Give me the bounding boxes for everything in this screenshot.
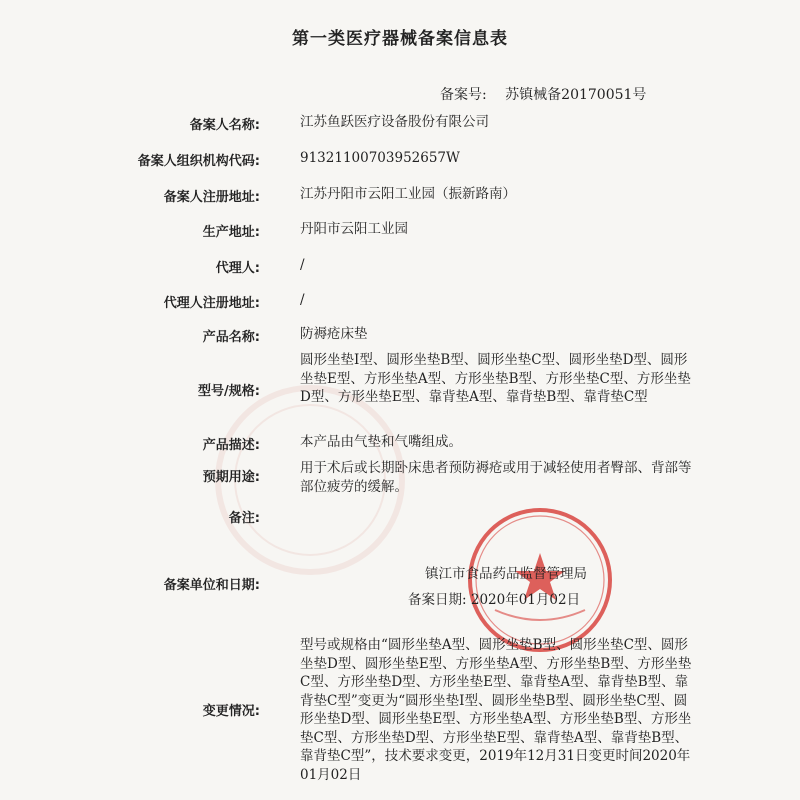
description-label: 产品描述: <box>202 438 260 453</box>
filing-date-value: 2020年01月02日 <box>470 592 581 608</box>
registration-number-value: 苏镇械备20170051号 <box>505 87 647 103</box>
registration-number <box>440 84 646 104</box>
filer-name-value: 江苏鱼跃医疗设备股份有限公司 <box>300 114 489 130</box>
production-address-label: 生产地址: <box>202 225 260 240</box>
org-code-value: 91321100703952657W <box>300 150 460 166</box>
change-label: 变更情况: <box>202 704 260 719</box>
registration-number-label: 备案号: <box>440 87 487 103</box>
change-value: 型号或规格由“圆形坐垫A型、圆形坐垫B型、圆形坐垫C型、圆形坐垫D型、圆形坐垫E型、方形坐垫A型、方形坐垫B型、方形坐垫C型、方形坐垫D型、方形坐垫E型、靠背垫A型、靠背垫B型、靠背垫C型”变更为“圆形坐垫Ⅰ型、圆形坐垫B型、圆形坐垫C型、圆形坐垫D型、圆形坐垫E型、方形坐垫A型、方形坐垫B型、方形坐垫C型、方形坐垫D型、方形坐垫E型、靠背垫A型、靠背垫B型、靠背垫C型”，技术要求变更，2019年12月31日变更时间2020年01月02日 <box>300 637 692 783</box>
filing-date-label: 备案日期: <box>408 592 467 608</box>
product-name-value: 防褥疮床垫 <box>300 326 368 342</box>
intended-use-value: 用于术后或长期卧床患者预防褥疮或用于减轻使用者臀部、背部等部位疲劳的缓解。 <box>300 460 692 495</box>
model-spec-value: 圆形坐垫Ⅰ型、圆形坐垫B型、圆形坐垫C型、圆形坐垫D型、圆形坐垫E型、方形坐垫A型、方形坐垫B型、方形坐垫C型、方形坐垫D型、方形坐垫E型、靠背垫A型、靠背垫B型、靠背垫C型 <box>300 352 691 405</box>
agent-value: / <box>300 257 305 273</box>
agent-address-value: / <box>300 292 305 308</box>
description-value: 本产品由气垫和气嘴组成。 <box>300 434 462 450</box>
reg-address-label: 备案人注册地址: <box>163 190 260 205</box>
production-address-value: 丹阳市云阳工业园 <box>300 221 408 237</box>
model-spec-label: 型号/规格: <box>198 384 260 399</box>
filing-unit-name: 镇江市食品药品监督管理局 <box>425 566 587 582</box>
remarks-label: 备注: <box>228 511 260 526</box>
product-name-label: 产品名称: <box>202 330 260 345</box>
filing-date <box>408 588 580 608</box>
reg-address-value: 江苏丹阳市云阳工业园（振新路南） <box>300 186 516 202</box>
filer-name-label: 备案人名称: <box>189 118 260 133</box>
intended-use-label: 预期用途: <box>202 470 260 485</box>
filing-unit-label: 备案单位和日期: <box>163 578 260 593</box>
agent-label: 代理人: <box>215 261 260 276</box>
document-title: 第一类医疗器械备案信息表 <box>292 29 508 49</box>
agent-address-label: 代理人注册地址: <box>163 296 260 311</box>
org-code-label: 备案人组织机构代码: <box>137 154 260 169</box>
